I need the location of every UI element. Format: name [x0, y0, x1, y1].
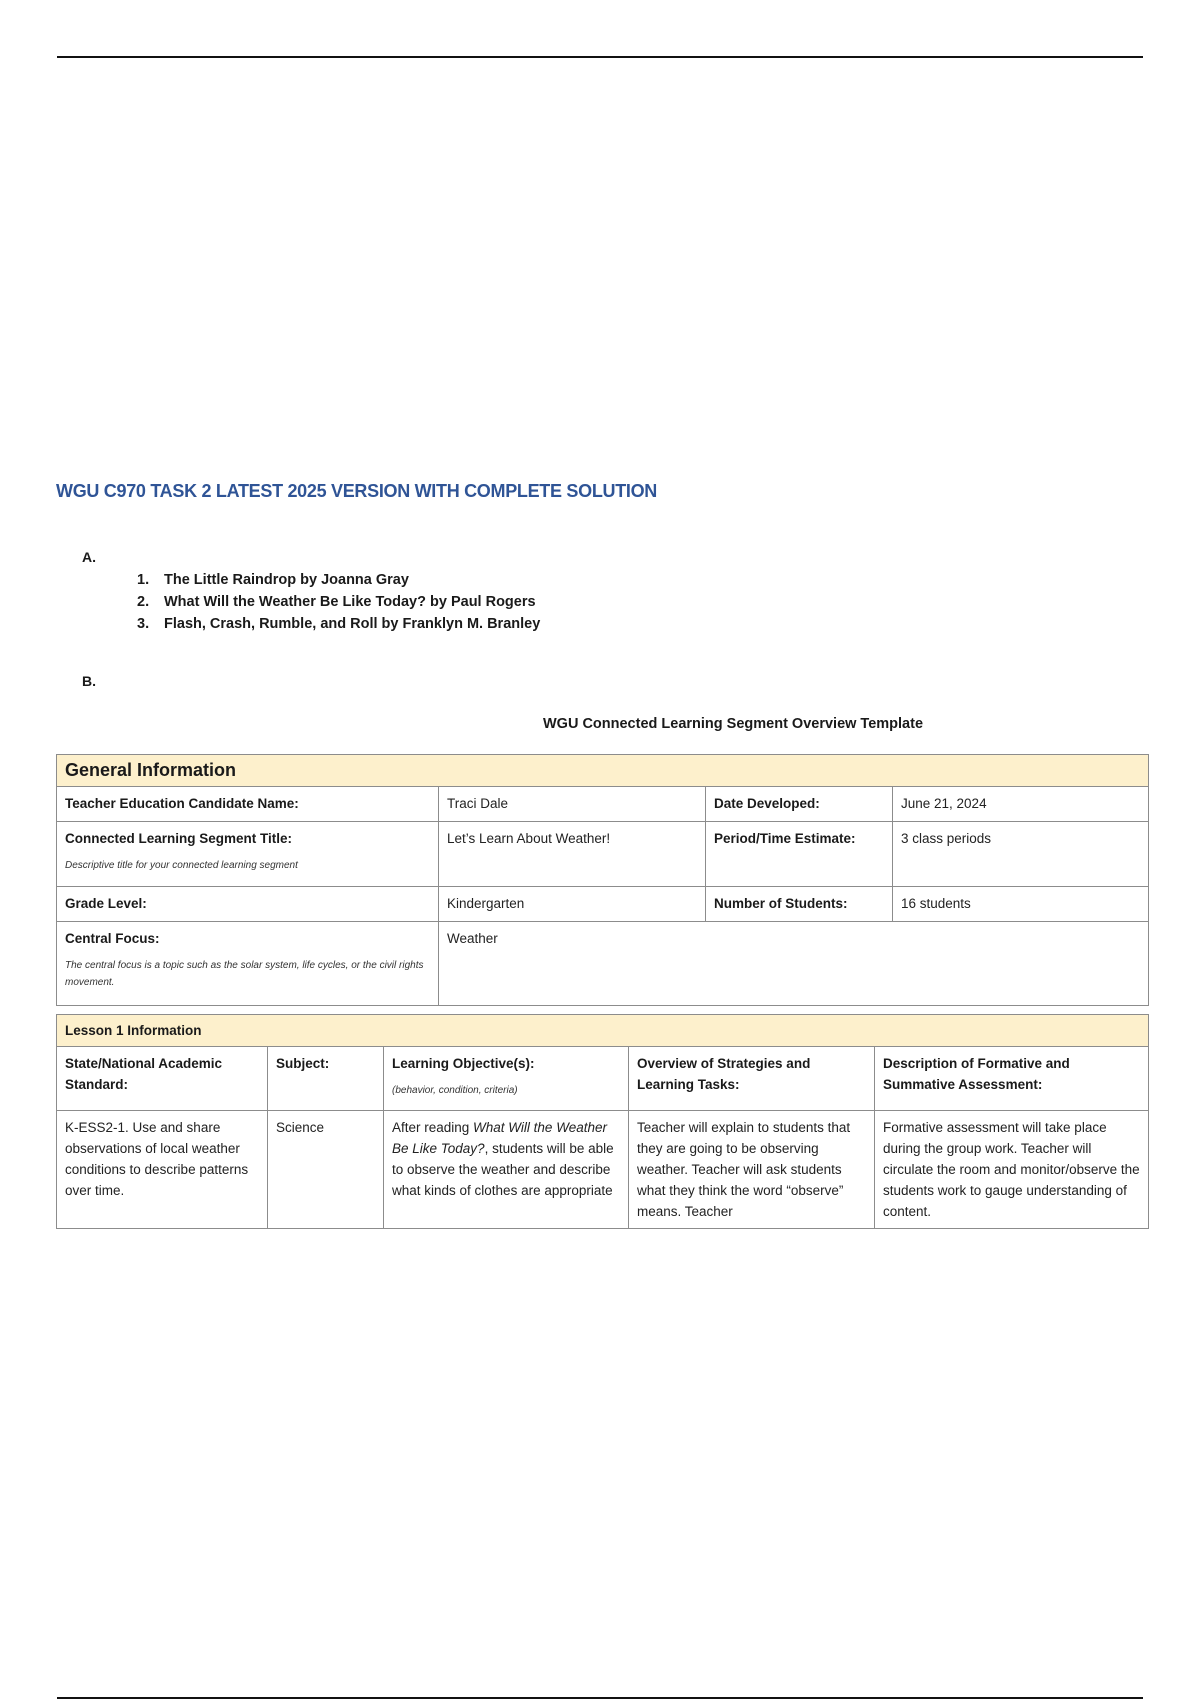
standard-column-header: State/National Academic Standard: — [57, 1047, 268, 1111]
grade-level-label: Grade Level: — [57, 887, 439, 922]
grade-level-value: Kindergarten — [439, 887, 706, 922]
lesson-1-table — [56, 1014, 1149, 1229]
number-of-students-value: 16 students — [893, 887, 1149, 922]
central-focus-label: Central Focus: — [65, 931, 160, 946]
general-information-table — [56, 754, 1149, 1006]
subject-column-header: Subject: — [268, 1047, 384, 1111]
section-b-label: B. — [82, 673, 96, 689]
objective-column-hint: (behavior, condition, criteria) — [392, 1085, 518, 1096]
period-estimate-label: Period/Time Estimate: — [706, 822, 893, 887]
template-title: WGU Connected Learning Segment Overview Template — [542, 716, 924, 732]
number-of-students-label: Number of Students: — [706, 887, 893, 922]
segment-title-value: Let’s Learn About Weather! — [439, 822, 706, 887]
segment-title-label: Connected Learning Segment Title: — [65, 831, 293, 846]
segment-title-cell — [57, 822, 439, 887]
objective-book-title: What Will the Weather Be Like Today? — [392, 1120, 607, 1156]
standard-cell: K-ESS2-1. Use and share observations of local weather conditions to describe patterns over time. — [57, 1111, 268, 1229]
objective-column-label: Learning Objective(s): — [392, 1056, 535, 1071]
book-item: 2. What Will the Weather Be Like Today? by Paul Rogers — [137, 594, 536, 610]
strategies-column-header: Overview of Strategies and Learning Tasks: — [629, 1047, 875, 1111]
section-a-label: A. — [82, 549, 96, 565]
central-focus-hint: The central focus is a topic such as the solar system, life cycles, or the civil rights movement. — [65, 960, 424, 988]
strategies-cell: Teacher will explain to students that they are going to be observing weather. Teacher will ask students what they think the word “observe” means. Teacher — [629, 1111, 875, 1229]
period-estimate-value: 3 class periods — [893, 822, 1149, 887]
objective-column-header — [384, 1047, 629, 1111]
header-rule — [57, 56, 1143, 58]
assessment-cell: Formative assessment will take place during the group work. Teacher will circulate the room and monitor/observe the students work to gauge understanding of content. — [875, 1111, 1149, 1229]
candidate-name-label: Teacher Education Candidate Name: — [57, 787, 439, 822]
segment-title-hint: Descriptive title for your connected learning segment — [65, 860, 298, 871]
date-developed-value: June 21, 2024 — [893, 787, 1149, 822]
book-list — [137, 569, 540, 635]
subject-cell: Science — [268, 1111, 384, 1229]
date-developed-label: Date Developed: — [706, 787, 893, 822]
central-focus-value: Weather — [439, 922, 1149, 1006]
candidate-name-value: Traci Dale — [439, 787, 706, 822]
lesson-1-header: Lesson 1 Information — [57, 1015, 1149, 1047]
general-information-header: General Information — [57, 755, 1149, 787]
objective-rest: , students will be able to observe the weather and describe what kinds of clothes are appropriate — [392, 1141, 614, 1198]
document-title: WGU C970 TASK 2 LATEST 2025 VERSION WITH COMPLETE SOLUTION — [56, 481, 658, 501]
objective-prefix: After reading — [392, 1120, 474, 1135]
footer-rule — [57, 1697, 1143, 1699]
book-item: 1. The Little Raindrop by Joanna Gray — [137, 572, 409, 588]
assessment-column-header: Description of Formative and Summative Assessment: — [875, 1047, 1149, 1111]
central-focus-cell — [57, 922, 439, 1006]
book-item: 3. Flash, Crash, Rumble, and Roll by Franklyn M. Branley — [137, 616, 541, 632]
objective-cell — [384, 1111, 629, 1229]
